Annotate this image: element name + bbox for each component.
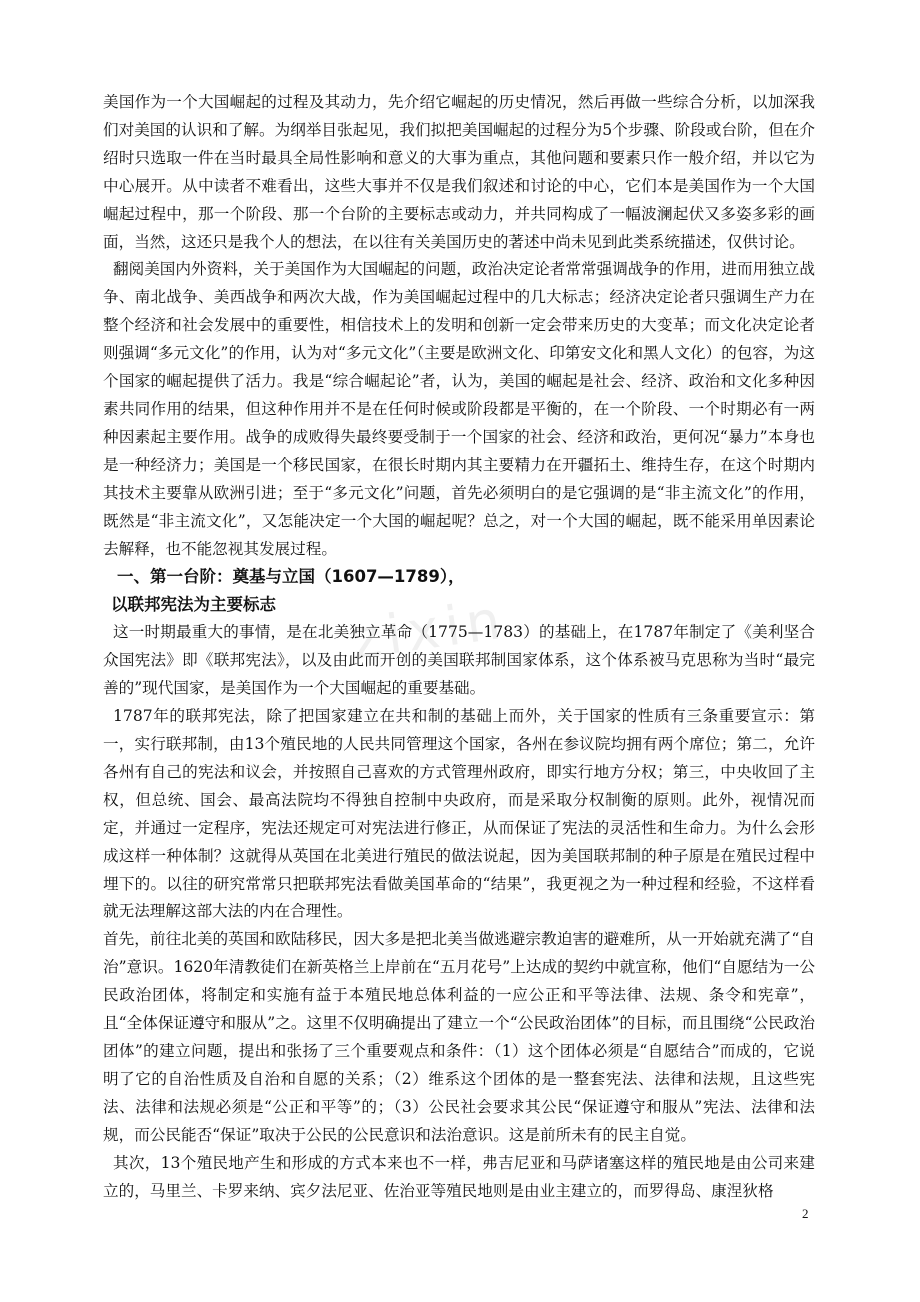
paragraph-second: 其次，13个殖民地产生和形成的方式本来也不一样，弗吉尼亚和马萨诸塞这样的殖民地是由公司来建立的，马里兰、卡罗来纳、宾夕法尼亚、佐治亚等殖民地则是由业主建立的，而罗得岛、康涅狄格	[103, 1153, 815, 1200]
section-heading: 一、第一台阶：奠基与立国（1607—1789），	[117, 567, 465, 587]
paragraph-constitution-intro: 这一时期最重大的事情，是在北美独立革命（1775—1783）的基础上，在1787年制定了《美利坚合众国宪法》即《联邦宪法》，以及由此而开创的美国联邦制国家体系，这个体系被马克思称为当时“最完善的”现代国家，是美国作为一个大国崛起的重要基础。	[103, 623, 815, 698]
page-number: 2	[802, 1206, 809, 1221]
paragraph-intro: 美国作为一个大国崛起的过程及其动力，先介绍它崛起的历史情况，然后再做一些综合分析，以加深我们对美国的认识和了解。为纲举目张起见，我们拟把美国崛起的过程分为5个步骤、阶段或台阶，但在介绍时只选取一件在当时最具全局性影响和意义的大事为重点，其他问题和要素只作一般介绍，并以它为中心展开。从中读者不难看出，这些大事并不仅是我们叙述和讨论的中心，它们本是美国作为一个大国崛起过程中，那一个阶段、那一个台阶的主要标志或动力，并共同构成了一幅波澜起伏又多姿多彩的画面，当然，这还只是我个人的想法，在以往有关美国历史的著述中尚未见到此类系统描述，仅供讨论。	[103, 93, 815, 251]
paragraph-first: 首先，前往北美的英国和欧陆移民，因大多是把北美当做逃避宗教迫害的避难所，从一开始就充满了“自治”意识。1620年清教徒们在新英格兰上岸前在“五月花号”上达成的契约中就宣称，他们“自愿结为一公民政治团体，将制定和实施有益于本殖民地总体利益的一应公正和平等法律、法规、条令和宪章”，且“全体保证遵守和服从”之。这里不仅明确提出了建立一个“公民政治团体”的目标，而且围绕“公民政治团体”的建立问题，提出和张扬了三个重要观点和条件：（1）这个团体必须是“自愿结合”而成的，它说明了它的自治性质及自治和自愿的关系；（2）维系这个团体的是一整套宪法、法律和法规，且这些宪法、法律和法规必须是“公正和平等”的；（3）公民社会要求其公民“保证遵守和服从”宪法、法律和法规，而公民能否“保证”取决于公民的公民意识和法治意识。这是前所未有的民主自觉。	[103, 930, 815, 1144]
watermark: zixin	[348, 587, 511, 672]
paragraph-theories: 翻阅美国内外资料，关于美国作为大国崛起的问题，政治决定论者常常强调战争的作用，进而用独立战争、南北战争、美西战争和两次大战，作为美国崛起过程中的几大标志；经济决定论者只强调生产力在整个经济和社会发展中的重要性，相信技术上的发明和创新一定会带来历史的大变革；而文化决定论者则强调“多元文化”的作用，认为对“多元文化”（主要是欧洲文化、印第安文化和黑人文化）的包容，为这个国家的崛起提供了活力。我是“综合崛起论”者，认为，美国的崛起是社会、经济、政治和文化多种因素共同作用的结果，但这种作用并不是在任何时候或阶段都是平衡的，在一个阶段、一个时期必有一两种因素起主要作用。战争的成败得失最终要受制于一个国家的社会、经济和政治，更何况“暴力”本身也是一种经济力；美国是一个移民国家，在很长时期内其主要精力在开疆拓土、维持生存，在这个时期内其技术主要靠从欧洲引进；至于“多元文化”问题，首先必须明白的是它强调的是“非主流文化”的作用，既然是“非主流文化”，又怎能决定一个大国的崛起呢？总之，对一个大国的崛起，既不能采用单因素论去解释，也不能忽视其发展过程。	[103, 260, 815, 558]
paragraph-constitution-points: 1787年的联邦宪法，除了把国家建立在共和制的基础上而外，关于国家的性质有三条重要宣示：第一，实行联邦制，由13个殖民地的人民共同管理这个国家，各州在参议院均拥有两个席位；第二，允许各州有自己的宪法和议会，并按照自己喜欢的方式管理州政府，即实行地方分权；第三，中央收回了主权，但总统、国会、最高法院均不得独自控制中央政府，而是采取分权制衡的原则。此外，视情况而定，并通过一定程序，宪法还规定可对宪法进行修正，从而保证了宪法的灵活性和生命力。为什么会形成这样一种体制？这就得从英国在北美进行殖民的做法说起，因为美国联邦制的种子原是在殖民过程中埋下的。以往的研究常常只把联邦宪法看做美国革命的“结果”，我更视之为一种过程和经验，不这样看就无法理解这部大法的内在合理性。	[103, 707, 815, 921]
section-subheading: 以联邦宪法为主要标志	[111, 595, 276, 615]
document-body	[103, 89, 815, 1205]
